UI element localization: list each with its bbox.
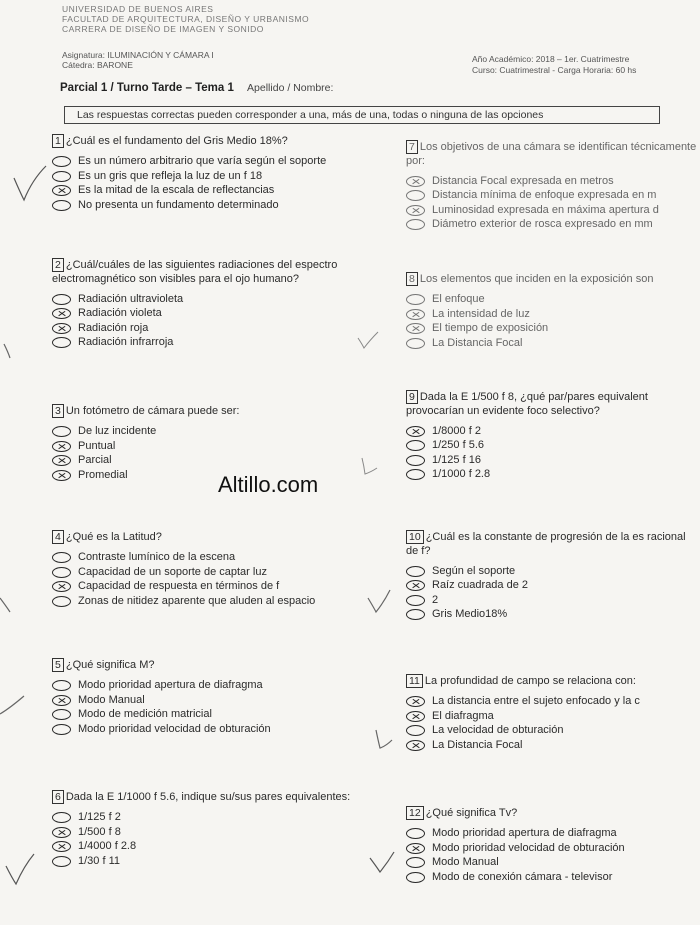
- empty-bubble-icon[interactable]: [52, 156, 71, 167]
- question-text: ¿Qué significa Tv?: [425, 807, 518, 819]
- marked-bubble-icon[interactable]: [406, 176, 425, 187]
- answer-label: Puntual: [78, 439, 116, 452]
- question-title: [406, 530, 700, 558]
- answer-label: Luminosidad expresada en máxima apertura d: [432, 203, 659, 216]
- question-title: [52, 258, 372, 286]
- answer-label: Radiación ultravioleta: [78, 292, 184, 305]
- answer-label: 1/1000 f 2.8: [432, 468, 491, 480]
- answer-option[interactable]: [52, 439, 372, 454]
- empty-bubble-icon[interactable]: [406, 294, 425, 305]
- answer-label: 1/8000 f 2: [432, 424, 481, 437]
- answer-option[interactable]: [52, 565, 372, 580]
- question-title: [52, 404, 372, 419]
- question-9: [406, 390, 700, 482]
- chair-line: Cátedra: BARONE: [62, 60, 133, 70]
- question-number: 11: [406, 674, 423, 688]
- question-5: [52, 658, 372, 737]
- marked-bubble-icon[interactable]: [406, 711, 425, 722]
- check-mark-q4: [0, 598, 10, 612]
- answer-label: Según el soporte: [432, 564, 516, 577]
- marked-bubble-icon[interactable]: [52, 695, 71, 706]
- answer-label: Modo prioridad velocidad de obturación: [432, 841, 625, 854]
- question-title: [406, 272, 700, 287]
- empty-bubble-icon[interactable]: [52, 171, 71, 182]
- check-mark-q2: [4, 344, 10, 358]
- answer-label: Modo Manual: [78, 693, 145, 706]
- question-number: 9: [406, 390, 418, 404]
- answer-option[interactable]: [52, 184, 372, 199]
- question-title: [406, 140, 700, 168]
- answer-option[interactable]: [52, 551, 372, 566]
- empty-bubble-icon[interactable]: [52, 812, 71, 823]
- answer-option[interactable]: [406, 709, 700, 724]
- empty-bubble-icon[interactable]: [52, 200, 71, 211]
- marked-bubble-icon[interactable]: [406, 309, 425, 320]
- question-8: [406, 272, 700, 351]
- answer-label: Parcial: [78, 454, 112, 466]
- empty-bubble-icon[interactable]: [52, 724, 71, 735]
- answer-option[interactable]: [52, 708, 372, 723]
- question-3: [52, 404, 372, 483]
- marked-bubble-icon[interactable]: [406, 740, 425, 751]
- instructions-box: Las respuestas correctas pueden corresponder a una, más de una, todas o ninguna de las opciones: [64, 106, 660, 124]
- answer-option[interactable]: [406, 203, 700, 218]
- answer-label: 1/125 f 16: [432, 453, 481, 466]
- answer-option[interactable]: [406, 468, 700, 483]
- empty-bubble-icon[interactable]: [52, 596, 71, 607]
- course-info: Curso: Cuatrimestral - Carga Horaria: 60 hs: [472, 65, 637, 75]
- empty-bubble-icon[interactable]: [406, 828, 425, 839]
- answer-option[interactable]: [406, 453, 700, 468]
- question-6: [52, 790, 372, 869]
- question-number: 6: [52, 790, 64, 804]
- answer-label: Modo de medición matricial: [78, 708, 212, 720]
- empty-bubble-icon[interactable]: [406, 725, 425, 736]
- answer-label: Capacidad de respuesta en términos de f: [78, 580, 280, 592]
- question-number: 12: [406, 806, 424, 820]
- answer-option[interactable]: [52, 811, 372, 826]
- empty-bubble-icon[interactable]: [52, 680, 71, 691]
- empty-bubble-icon[interactable]: [406, 595, 425, 606]
- watermark: Altillo.com: [218, 472, 319, 497]
- question-number: 10: [406, 530, 424, 544]
- answer-option[interactable]: [52, 580, 372, 595]
- answer-option[interactable]: [52, 292, 372, 307]
- university-line: UNIVERSIDAD DE BUENOS AIRES: [62, 4, 214, 14]
- answer-label: Es la mitad de la escala de reflectancias: [78, 184, 275, 196]
- answer-option[interactable]: [52, 454, 372, 469]
- answer-option[interactable]: [406, 856, 700, 871]
- empty-bubble-icon[interactable]: [52, 294, 71, 305]
- answer-option[interactable]: [406, 724, 700, 739]
- question-title: [406, 674, 700, 689]
- answer-option[interactable]: [406, 564, 700, 579]
- empty-bubble-icon[interactable]: [52, 552, 71, 563]
- empty-bubble-icon[interactable]: [406, 338, 425, 349]
- empty-bubble-icon[interactable]: [52, 426, 71, 437]
- faculty-line: FACULTAD DE ARQUITECTURA, DISEÑO Y URBANISMO: [62, 14, 310, 24]
- answer-label: No presenta un fundamento determinado: [78, 198, 279, 211]
- answer-label: Es un gris que refleja la luz de un f 18: [78, 169, 263, 182]
- empty-bubble-icon[interactable]: [406, 190, 425, 201]
- answer-label: El tiempo de exposición: [432, 322, 549, 334]
- question-text: ¿Cuál es el fundamento del Gris Medio 18%?: [65, 135, 288, 147]
- answer-option[interactable]: [52, 155, 372, 170]
- answer-label: Capacidad de un soporte de captar luz: [78, 565, 267, 578]
- answer-label: 1/250 f 5.6: [432, 439, 484, 451]
- answer-option[interactable]: [406, 439, 700, 454]
- question-number: 8: [406, 272, 418, 286]
- marked-bubble-icon[interactable]: [406, 426, 425, 437]
- answer-option[interactable]: [52, 307, 372, 322]
- answer-option[interactable]: [52, 169, 372, 184]
- question-1: [52, 134, 372, 213]
- name-label: Apellido / Nombre:: [247, 82, 334, 94]
- marked-bubble-icon[interactable]: [406, 323, 425, 334]
- question-number: 4: [52, 530, 64, 544]
- answer-label: 2: [432, 593, 439, 606]
- check-mark-q11: [376, 730, 392, 748]
- question-11: [406, 674, 700, 753]
- answer-option[interactable]: [52, 840, 372, 855]
- empty-bubble-icon[interactable]: [406, 566, 425, 577]
- answer-label: Modo Manual: [432, 856, 499, 868]
- answer-option[interactable]: [406, 424, 700, 439]
- subject-block: [62, 50, 214, 70]
- answer-label: La distancia entre el sujeto enfocado y la c: [432, 695, 640, 707]
- empty-bubble-icon[interactable]: [52, 337, 71, 348]
- question-title: [52, 134, 372, 149]
- exam-title-text: Parcial 1 / Turno Tarde – Tema 1: [60, 82, 234, 94]
- answer-label: Diámetro exterior de rosca expresado en mm: [432, 218, 653, 230]
- answer-label: Radiación roja: [78, 321, 149, 334]
- question-text: La profundidad de campo se relaciona con:: [424, 675, 636, 687]
- question-text: Un fotómetro de cámara puede ser:: [65, 405, 240, 417]
- answer-option[interactable]: [52, 425, 372, 440]
- question-text: ¿Qué significa M?: [65, 659, 155, 671]
- answer-label: La Distancia Focal: [432, 336, 523, 349]
- empty-bubble-icon[interactable]: [406, 872, 425, 883]
- career-line: CARRERA DE DISEÑO DE IMAGEN Y SONIDO: [62, 24, 264, 34]
- answer-option[interactable]: [52, 468, 372, 483]
- marked-bubble-icon[interactable]: [52, 455, 71, 466]
- answer-label: 1/500 f 8: [78, 825, 121, 838]
- question-text: Los objetivos de una cámara se identifican técnicamente por:: [406, 141, 697, 167]
- answer-option[interactable]: [406, 579, 700, 594]
- question-4: [52, 530, 372, 609]
- check-mark-q12: [370, 852, 394, 872]
- question-7: [406, 140, 700, 232]
- answer-option[interactable]: [52, 336, 372, 351]
- answer-option[interactable]: [52, 825, 372, 840]
- answer-label: Radiación infrarroja: [78, 336, 174, 348]
- answer-option[interactable]: [406, 738, 700, 753]
- marked-bubble-icon[interactable]: [406, 205, 425, 216]
- question-number: 2: [52, 258, 64, 272]
- answer-option[interactable]: [406, 189, 700, 204]
- academic-year: Año Académico: 2018 – 1er. Cuatrimestre: [472, 54, 630, 64]
- answer-label: Modo prioridad apertura de diafragma: [432, 827, 617, 839]
- question-text: Los elementos que inciden en la exposición son: [419, 273, 654, 285]
- answer-label: La velocidad de obturación: [432, 724, 564, 736]
- question-2: [52, 258, 372, 350]
- answer-label: El enfoque: [432, 293, 485, 305]
- answer-option[interactable]: [52, 679, 372, 694]
- answer-option[interactable]: [406, 870, 700, 885]
- answer-label: Raíz cuadrada de 2: [432, 579, 529, 591]
- marked-bubble-icon[interactable]: [406, 580, 425, 591]
- empty-bubble-icon[interactable]: [406, 440, 425, 451]
- answer-option[interactable]: [406, 174, 700, 189]
- university-header: [62, 4, 309, 34]
- answer-label: Contraste lumínico de la escena: [78, 551, 236, 563]
- question-text: ¿Cuál/cuáles de las siguientes radiaciones del espectro electromagnético son visibles para el ojo humano?: [52, 259, 338, 285]
- answer-option[interactable]: [52, 693, 372, 708]
- question-text: Dada la E 1/1000 f 5.6, indique su/sus pares equivalentes:: [65, 791, 351, 803]
- empty-bubble-icon[interactable]: [406, 609, 425, 620]
- answer-option[interactable]: [406, 307, 700, 322]
- question-text: ¿Cuál es la constante de progresión de la es racional de f?: [406, 531, 686, 557]
- answer-label: 1/4000 f 2.8: [78, 840, 137, 852]
- answer-option[interactable]: [406, 827, 700, 842]
- answer-option[interactable]: [406, 593, 700, 608]
- question-10: [406, 530, 700, 622]
- empty-bubble-icon[interactable]: [52, 709, 71, 720]
- check-mark-q6: [6, 854, 34, 884]
- empty-bubble-icon[interactable]: [52, 567, 71, 578]
- answer-option[interactable]: [52, 198, 372, 213]
- answer-label: Modo de conexión cámara - televisor: [432, 870, 613, 883]
- marked-bubble-icon[interactable]: [52, 323, 71, 334]
- answer-label: La intensidad de luz: [432, 307, 530, 320]
- answer-label: La Distancia Focal: [432, 738, 523, 751]
- answer-label: Distancia Focal expresada en metros: [432, 174, 614, 187]
- question-title: [406, 806, 700, 821]
- answer-label: Es un número arbitrario que varía según el soporte: [78, 155, 327, 167]
- answer-label: 1/125 f 2: [78, 811, 121, 823]
- answer-label: Promedial: [78, 468, 128, 481]
- answer-label: Zonas de nitidez aparente que aluden al espacio: [78, 594, 316, 607]
- answer-label: De luz incidente: [78, 425, 157, 437]
- question-text: Dada la E 1/500 f 8, ¿qué par/pares equivalent provocarían un evidente foco selectivo?: [406, 391, 648, 417]
- question-title: [406, 390, 700, 418]
- answer-option[interactable]: [52, 321, 372, 336]
- question-text: ¿Qué es la Latitud?: [65, 531, 162, 543]
- answer-option[interactable]: [52, 854, 372, 869]
- answer-option[interactable]: [406, 608, 700, 623]
- answer-option[interactable]: [406, 322, 700, 337]
- marked-bubble-icon[interactable]: [52, 185, 71, 196]
- answer-label: Gris Medio18%: [432, 608, 508, 620]
- empty-bubble-icon[interactable]: [406, 857, 425, 868]
- answer-label: Modo prioridad apertura de diafragma: [78, 679, 263, 691]
- exam-title: [60, 82, 333, 94]
- marked-bubble-icon[interactable]: [52, 827, 71, 838]
- marked-bubble-icon[interactable]: [52, 841, 71, 852]
- subject-line: Asignatura: ILUMINACIÓN Y CÁMARA I: [62, 50, 214, 60]
- check-mark-q1: [14, 166, 46, 200]
- empty-bubble-icon[interactable]: [406, 469, 425, 480]
- marked-bubble-icon[interactable]: [406, 843, 425, 854]
- question-title: [52, 658, 372, 673]
- answer-label: Modo prioridad velocidad de obturación: [78, 722, 271, 735]
- empty-bubble-icon[interactable]: [406, 455, 425, 466]
- answer-option[interactable]: [52, 722, 372, 737]
- marked-bubble-icon[interactable]: [52, 581, 71, 592]
- marked-bubble-icon[interactable]: [52, 470, 71, 481]
- answer-option[interactable]: [406, 841, 700, 856]
- answer-option[interactable]: [406, 695, 700, 710]
- empty-bubble-icon[interactable]: [406, 219, 425, 230]
- answer-label: 1/30 f 11: [78, 854, 120, 867]
- question-number: 7: [406, 140, 418, 154]
- answer-label: Radiación violeta: [78, 307, 162, 319]
- marked-bubble-icon[interactable]: [406, 696, 425, 707]
- marked-bubble-icon[interactable]: [52, 308, 71, 319]
- answer-option[interactable]: [406, 293, 700, 308]
- academic-info: [472, 54, 636, 76]
- answer-option[interactable]: [52, 594, 372, 609]
- answer-label: Distancia mínima de enfoque expresada en m: [432, 189, 657, 201]
- question-title: [52, 790, 372, 805]
- marked-bubble-icon[interactable]: [52, 441, 71, 452]
- question-number: 3: [52, 404, 64, 418]
- check-mark-q5: [0, 696, 24, 714]
- question-number: 1: [52, 134, 64, 148]
- answer-label: El diafragma: [432, 709, 494, 722]
- empty-bubble-icon[interactable]: [52, 856, 71, 867]
- answer-option[interactable]: [406, 218, 700, 233]
- question-title: [52, 530, 372, 545]
- question-number: 5: [52, 658, 64, 672]
- question-12: [406, 806, 700, 885]
- answer-option[interactable]: [406, 336, 700, 351]
